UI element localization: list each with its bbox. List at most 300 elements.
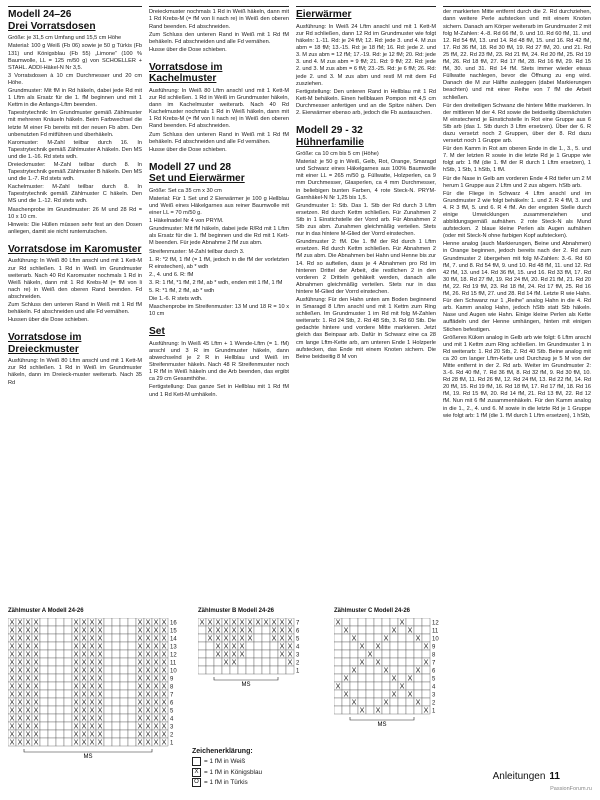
chart-stitch: X — [97, 649, 103, 659]
row-number: 6 — [296, 628, 300, 635]
body-paragraph: Henne analog (auch Markierungen, Beine und Abnahmen) in Orange beginnen, jedoch bereits nach der 2. Rd zum Grundmuster 2 übergehen mit folg M-Zahlen: 3.-6. Rd 60 fM, 7. und 8. Rd 54 fM, 9. und 10. Rd 48 fM, 11. und 12. Rd 42 fM, 13. und 14. Rd 36 fM, 15. und 16. Rd 33 fM, 17. Rd 30 fM, 18. Rd 27 fM, 19. Rd 24 fM, 20. Rd 21 fM, 21. Rd 20 fM, 22. Rd 19 fM, 23. Rd 18 fM, 24. Rd 17 fM, 25. Rd 16 fM, 26. Rd 15 fM, 27. und 28. Rd 14 fM. Letzte R wie Hahn. Für den Schwanz nur 1 „Reihe“ analog Hahn in die 4. Rd arb. Kamm analog Hahn, jedoch hStb statt Stb häkeln. Nase und Augen wie Hahn. Einige kleine Perlen als Kette auffädeln und der Henne umhängen, hinten mit einigen Stichen befestigen. — [443, 241, 591, 333]
chart-cell — [40, 730, 48, 738]
chart-stitch: X — [81, 697, 87, 707]
chart-cell — [374, 674, 382, 682]
ms-label: MS — [377, 722, 387, 728]
chart-stitch: X — [25, 673, 31, 683]
row-number: 5 — [432, 676, 436, 683]
chart-stitch: X — [89, 681, 95, 691]
chart-cell — [64, 738, 72, 746]
chart-stitch: X — [161, 633, 167, 643]
chart-stitch: X — [97, 721, 103, 731]
chart-cell — [48, 666, 56, 674]
chart-cell — [358, 682, 366, 690]
chart-stitch: X — [279, 625, 285, 635]
body-paragraph: Fertigstellung: Das ganze Set in Hellblau mit 1 Rd fM und 1 Rd Kett-M umhäkeln. — [149, 384, 289, 398]
chart-stitch: X — [97, 641, 103, 651]
chart-stitch: X — [161, 729, 167, 739]
chart-cell — [48, 730, 56, 738]
chart-stitch: X — [17, 625, 23, 635]
row-number: 7 — [296, 620, 300, 627]
chart-stitch: X — [231, 649, 237, 659]
legend-text: = 1 fM in Königsblau — [204, 768, 263, 776]
chart-stitch: X — [161, 713, 167, 723]
chart-cell — [56, 714, 64, 722]
chart-cell — [222, 666, 230, 674]
chart-cell — [262, 658, 270, 666]
chart-stitch: X — [25, 681, 31, 691]
section-title: Drei Vorratsdosen — [8, 20, 96, 32]
chart-cell — [206, 658, 214, 666]
chart-cell — [128, 618, 136, 626]
chart-stitch: X — [145, 713, 151, 723]
chart-stitch: X — [161, 665, 167, 675]
chart-stitch: X — [33, 705, 39, 715]
chart-cell — [262, 634, 270, 642]
chart-stitch: X — [375, 705, 381, 715]
chart-stitch: X — [287, 625, 293, 635]
chart-stitch: X — [17, 618, 23, 627]
body-paragraph: Zum Schluss den unteren Rand in Weiß mit 1 Rd fM behäkeln. Fd abschneiden und alle Fd vernähen. — [8, 301, 142, 316]
chart-cell — [262, 650, 270, 658]
chart-stitch: X — [231, 657, 237, 667]
chart-cell — [374, 618, 382, 626]
chart-cell — [56, 634, 64, 642]
chart-cell — [40, 698, 48, 706]
chart-stitch: X — [231, 633, 237, 643]
chart-stitch: X — [239, 625, 245, 635]
chart-stitch: X — [89, 729, 95, 739]
ms-bracket — [350, 717, 414, 720]
chart-stitch: X — [81, 618, 87, 627]
chart-stitch: X — [25, 697, 31, 707]
chart-cell — [398, 626, 406, 634]
chart-cell — [398, 658, 406, 666]
chart-cell — [334, 650, 342, 658]
row-number: 8 — [170, 684, 174, 691]
chart-stitch: X — [81, 737, 87, 747]
ms-label: MS — [83, 754, 93, 760]
chart-stitch: X — [223, 649, 229, 659]
chart-stitch: X — [33, 689, 39, 699]
chart-stitch: X — [33, 665, 39, 675]
chart-cell — [206, 650, 214, 658]
chart-cell — [334, 634, 342, 642]
chart-cell — [104, 626, 112, 634]
chart-cell — [238, 666, 246, 674]
chart-stitch: X — [161, 641, 167, 651]
chart-stitch: X — [423, 657, 429, 667]
chart-cell — [48, 634, 56, 642]
row-number: 7 — [432, 660, 436, 667]
ms-label: MS — [241, 682, 251, 688]
chart-stitch: X — [17, 681, 23, 691]
chart-cell — [214, 658, 222, 666]
chart-cell — [286, 666, 294, 674]
chart-stitch: X — [9, 713, 15, 723]
body-paragraph: Ausführung: In Weiß 24 Lftm anschl und mit 1 Kett-M zur Rd schließen, dann 12 Rd im Grundmuster wie folgt häkeln: 1.-11. Rd: je 24 fM; 12. Rd: jede 3. und 4. M zus abm = 18 fM; 13.-15. Rd: je 18 fM; 16. Rd: jede 2. und 3. M zus abm = 12 fM; 17.-19. Rd: je 12 fM; 20. Rd: jede 3. und 4. M zus abm = 9 fM; 21. Rd: 9 fM; 22. Rd: jede 2. und 3. M zus abm = 6 fM; 23.-25. Rd: je 6 fM; 26. Rd: jede 2. und 3. M zus abm und restl M mit dem Fd zusziehen. — [296, 23, 436, 87]
chart-cell — [128, 714, 136, 722]
chart-cell — [120, 706, 128, 714]
chart-stitch: X — [153, 681, 159, 691]
chart-cell — [64, 674, 72, 682]
chart-stitch: X — [287, 633, 293, 643]
chart-stitch: X — [391, 689, 397, 699]
body-paragraph: 1 Häkelnadel Nr 4 von PRYM. — [149, 218, 224, 225]
ms-bracket — [24, 749, 152, 752]
chart-cell — [56, 618, 64, 626]
chart-stitch: X — [33, 657, 39, 667]
chart-stitch: X — [161, 657, 167, 667]
body-paragraph: Hinweis: Die Hüllen müssen sehr fest an den Dosen anliegen, damit sie nicht runterrutschen. — [8, 221, 142, 235]
chart-cell — [120, 658, 128, 666]
row-number: 4 — [296, 644, 300, 651]
chart-cell — [390, 698, 398, 706]
chart-cell — [120, 722, 128, 730]
chart-cell — [254, 626, 262, 634]
chart-stitch: X — [73, 657, 79, 667]
body-paragraph: Die 1.-6. R stets wdh. — [149, 296, 203, 303]
chart-cell — [112, 682, 120, 690]
chart-cell — [406, 698, 414, 706]
chart-cell — [342, 706, 350, 714]
body-paragraph: Streifenmuster: M-Zahl teilbar durch 3. — [149, 248, 245, 255]
row-number: 6 — [432, 668, 436, 675]
row-number: 4 — [432, 684, 436, 691]
chart-stitch: X — [33, 649, 39, 659]
chart-cell — [198, 626, 206, 634]
chart-cell — [382, 642, 390, 650]
chart-cell — [104, 730, 112, 738]
chart-stitch: X — [25, 657, 31, 667]
section-title: Set — [149, 326, 165, 338]
chart-cell — [398, 690, 406, 698]
chart-cell — [406, 658, 414, 666]
section-title: Vorratsdose im Kachelmuster — [149, 61, 223, 85]
chart-stitch: X — [9, 673, 15, 683]
chart-stitch: X — [137, 673, 143, 683]
chart-cell — [40, 722, 48, 730]
row-number: 11 — [170, 660, 177, 667]
chart-stitch: X — [279, 641, 285, 651]
chart-cell — [64, 634, 72, 642]
chart-cell — [398, 634, 406, 642]
chart-stitch: X — [89, 705, 95, 715]
chart-cell — [64, 650, 72, 658]
chart-stitch: X — [97, 673, 103, 683]
chart-cell — [254, 666, 262, 674]
chart-stitch: X — [153, 729, 159, 739]
chart-stitch: X — [239, 618, 245, 627]
chart-stitch: X — [89, 689, 95, 699]
body-paragraph: Grundmuster 2: fM. Die 1. fM der Rd durch 1 Lftm ersetzen. Rd durch Kettm schließen. Für Abnahmen 2 fM zus abm. Die Abnahmen bei Hahn und Henne bis zur 14. Rd so aufteilen, dass je 4 Abnahmen pro Rd im hinteren Drittel der Arbeit, die restlichen 2 in den vorderen 2 Dritteln gehäkelt werden, danach alle Abnahmen gleichmäßig verteilen. Stets nur in das hintere M-Glied der Vorrd einstechen. — [296, 239, 436, 295]
row-number: 3 — [170, 724, 174, 731]
row-number: 12 — [170, 652, 177, 659]
chart-c-grid — [334, 618, 444, 746]
chart-stitch: X — [145, 641, 151, 651]
chart-stitch: X — [89, 657, 95, 667]
chart-stitch: X — [137, 633, 143, 643]
chart-stitch: X — [161, 625, 167, 635]
row-number: 5 — [170, 708, 174, 715]
chart-stitch: X — [279, 633, 285, 643]
chart-stitch: X — [367, 649, 373, 659]
chart-stitch: X — [97, 633, 103, 643]
chart-stitch: X — [81, 649, 87, 659]
chart-cell — [64, 642, 72, 650]
chart-stitch: X — [287, 649, 293, 659]
chart-stitch: X — [9, 633, 15, 643]
column-rule — [296, 6, 436, 7]
chart-stitch: X — [145, 625, 151, 635]
chart-cell — [104, 722, 112, 730]
chart-stitch: X — [415, 665, 421, 675]
legend-text: = 1 fM in Türkis — [204, 779, 248, 786]
chart-cell — [414, 650, 422, 658]
body-paragraph: Fertigstellung: Den unteren Rand in Hellblau mit 1 Rd Kett-M behäkeln. Einen hellblauen Pompon mit 4,5 cm Durchmesser anfertigen und an die Spitze nähen. Den 2. Eierwärmer ebenso arb, jedoch die Fb austauschen. — [296, 88, 436, 117]
chart-stitch: X — [17, 665, 23, 675]
chart-cell — [64, 666, 72, 674]
chart-stitch: X — [81, 673, 87, 683]
chart-stitch: X — [351, 633, 357, 643]
chart-cell — [40, 682, 48, 690]
chart-cell — [104, 666, 112, 674]
chart-stitch: X — [279, 618, 285, 627]
chart-cell — [390, 658, 398, 666]
chart-cell — [406, 650, 414, 658]
chart-stitch: X — [215, 649, 221, 659]
chart-cell — [382, 650, 390, 658]
chart-stitch: X — [73, 689, 79, 699]
row-number: 6 — [170, 700, 174, 707]
text-column-4 — [443, 6, 591, 421]
chart-stitch: X — [81, 633, 87, 643]
chart-stitch: X — [9, 737, 15, 747]
chart-stitch: X — [17, 649, 23, 659]
chart-stitch: X — [423, 705, 429, 715]
row-number: 16 — [170, 620, 177, 627]
chart-stitch: X — [25, 713, 31, 723]
chart-stitch: X — [137, 689, 143, 699]
legend-symbol: X — [192, 768, 201, 777]
body-paragraph: Für die Fliege in Schwarz 4 Lftm anschl und im Grundmuster 2 wie folgt behäkeln: 1. und 2. R 4 fM, 3. und 4. R 3 fM, 5. und 6. R 4 fM. An der engsten Stelle durch einige Umwicklungen zusammenziehen und abbildungsgemäß aufnähen. 2 rote Steck-N als Mund aufstecken. 2 blaue kleine Perlen als Augen aufnähen (oder mit Steck-N ohne farbigen Kopf aufstecken). — [443, 190, 591, 240]
chart-cell — [120, 650, 128, 658]
column-rule — [149, 6, 289, 7]
chart-stitch: X — [271, 625, 277, 635]
chart-stitch: X — [145, 618, 151, 627]
chart-cell — [48, 714, 56, 722]
chart-cell — [334, 626, 342, 634]
chart-stitch: X — [33, 729, 39, 739]
chart-cell — [414, 618, 422, 626]
chart-stitch: X — [33, 737, 39, 747]
chart-cell — [104, 634, 112, 642]
chart-stitch: X — [17, 697, 23, 707]
chart-stitch: X — [223, 641, 229, 651]
chart-stitch: X — [33, 713, 39, 723]
chart-cell — [40, 714, 48, 722]
chart-stitch: X — [9, 705, 15, 715]
chart-stitch: X — [9, 649, 15, 659]
chart-stitch: X — [17, 705, 23, 715]
chart-stitch: X — [335, 681, 341, 691]
chart-stitch: X — [17, 657, 23, 667]
chart-stitch: X — [25, 633, 31, 643]
chart-cell — [40, 642, 48, 650]
chart-cell — [422, 690, 430, 698]
row-number: 15 — [170, 628, 177, 635]
chart-cell — [120, 666, 128, 674]
chart-stitch: X — [25, 665, 31, 675]
chart-stitch: X — [9, 641, 15, 651]
chart-stitch: X — [207, 618, 213, 627]
chart-cell — [112, 658, 120, 666]
column-rule — [8, 6, 142, 7]
body-paragraph: Größe: je 31,5 cm Umfang und 15,5 cm Höhe — [8, 35, 122, 42]
chart-stitch: X — [153, 618, 159, 627]
chart-stitch: X — [97, 618, 103, 627]
chart-stitch: X — [97, 689, 103, 699]
chart-stitch: X — [137, 737, 143, 747]
chart-stitch: X — [383, 633, 389, 643]
chart-stitch: X — [137, 729, 143, 739]
chart-stitch: X — [223, 625, 229, 635]
chart-cell — [422, 618, 430, 626]
chart-cell — [128, 722, 136, 730]
chart-cell — [382, 706, 390, 714]
chart-cell — [40, 650, 48, 658]
chart-stitch: X — [73, 737, 79, 747]
chart-stitch: X — [81, 681, 87, 691]
chart-cell — [48, 698, 56, 706]
chart-stitch: X — [81, 729, 87, 739]
chart-cell — [262, 642, 270, 650]
row-number: 11 — [432, 628, 439, 635]
chart-cell — [214, 666, 222, 674]
chart-cell — [56, 730, 64, 738]
row-number: 7 — [170, 692, 174, 699]
chart-stitch: X — [81, 665, 87, 675]
chart-cell — [128, 634, 136, 642]
chart-stitch: X — [153, 633, 159, 643]
chart-stitch: X — [415, 697, 421, 707]
body-paragraph: Ausführung: In Weiß 80 Lftm anschl und mit 1 Kett-M zur Rd schließen. 1 Rd in Weiß im Grundmuster häkeln, dann im Dreieck-muster weiterarb. Nach 35 Rd — [8, 358, 142, 386]
section-heading: Modell 27 und 28 — [149, 161, 232, 173]
chart-stitch: X — [97, 705, 103, 715]
chart-stitch: X — [407, 625, 413, 635]
chart-cell — [40, 618, 48, 626]
chart-cell — [334, 642, 342, 650]
chart-cell — [112, 650, 120, 658]
chart-cell — [120, 714, 128, 722]
chart-stitch: X — [17, 713, 23, 723]
chart-b-title: Zählmuster B Modell 24-26 — [198, 608, 275, 614]
chart-stitch: X — [247, 625, 253, 635]
body-paragraph: Größeres Küken analog in Gelb arb wie folgt: 6 Lftm anschl und mit 1 Kettm zum Ring schließen. Im Grundmuster 1 in Rd weiterarb: 1. Rd 20 Stb, 2. Rd 40 Stb. Beine analog mit ca 20 cm langer Lftm-Kette und Durchzug je 5 M von der Mitte entfernt in der 2. Rd arb. Weiter im Grundmuster 2: 3.-6. Rd 40 fM, 7. Rd 36 fM, 8. Rd 32 fM, 9. Rd 30 fM, 10. Rd 28 fM, 11. Rd 26 fM, 12. Rd 24 fM, 13. Rd 22 fM, 14. Rd 20 fM, 15. Rd 19 fM, 16. Rd 18 fM, 17. Rd 17 fM, 18. Rd 16 fM, 19. Rd 15 fM, 20. Rd 14 fM, 21. Rd 13 fM, 22. Rd 12 fM. Nun mit 6 fM zusammenhäkeln. Für den Kamm analog in die 1., 2., 4. und 6. M sowie in die letzte Rd je 1 Gruppe wie folgt arb: 1 fM (die 1. fM durch 1 Lftm ersetzen), 1 hStb, — [443, 334, 591, 419]
spacer — [149, 319, 289, 326]
chart-cell — [342, 650, 350, 658]
chart-cell — [406, 706, 414, 714]
chart-cell — [382, 618, 390, 626]
chart-cell — [112, 706, 120, 714]
chart-cell — [334, 666, 342, 674]
chart-cell — [246, 642, 254, 650]
chart-stitch: X — [89, 633, 95, 643]
chart-cell — [40, 706, 48, 714]
chart-cell — [366, 666, 374, 674]
chart-cell — [350, 642, 358, 650]
chart-cell — [398, 698, 406, 706]
chart-cell — [398, 650, 406, 658]
chart-cell — [278, 666, 286, 674]
chart-cell — [40, 738, 48, 746]
chart-cell — [120, 642, 128, 650]
chart-stitch: X — [17, 673, 23, 683]
chart-stitch: X — [89, 641, 95, 651]
chart-stitch: X — [359, 641, 365, 651]
chart-stitch: X — [351, 665, 357, 675]
chart-stitch: X — [17, 721, 23, 731]
chart-cell — [238, 658, 246, 666]
chart-stitch: X — [145, 673, 151, 683]
chart-cell — [104, 706, 112, 714]
chart-stitch: X — [153, 673, 159, 683]
chart-stitch: X — [343, 689, 349, 699]
chart-cell — [350, 674, 358, 682]
chart-stitch: X — [33, 618, 39, 627]
body-paragraph: Für den dreiteiligen Schwanz die hintere Mitte markieren. In der mittleren M der 4. Rd sowie die beidseitig übernächsten M einstechend je Einstichstelle in Rot eine Gruppe aus 6 Stb arb (das 1. Stb durch 3 Lftm ersetzen). Über der 6. R dazu versetzt noch 2 Gruppen, über der 8. Rd dazu versetzt noch 1 Gruppe arb. — [443, 102, 591, 145]
body-paragraph: Größe: Set ca 35 cm x 30 cm — [149, 187, 222, 194]
chart-cell — [40, 626, 48, 634]
chart-cell — [390, 642, 398, 650]
chart-cell — [422, 682, 430, 690]
chart-cell — [390, 650, 398, 658]
chart-cell — [64, 690, 72, 698]
chart-stitch: X — [73, 633, 79, 643]
chart-stitch: X — [207, 625, 213, 635]
chart-cell — [40, 666, 48, 674]
legend — [192, 748, 262, 789]
chart-stitch: X — [97, 681, 103, 691]
chart-cell — [40, 658, 48, 666]
chart-stitch: X — [73, 729, 79, 739]
chart-stitch: X — [279, 649, 285, 659]
legend-item — [192, 757, 262, 766]
body-paragraph: Karomuster: M-Zahl teilbar durch 16. In Tapestrytechnik gemäß Zählmuster A häkeln. Den MS und die 1.-16. Rd stets wdh. — [8, 139, 142, 160]
chart-stitch: X — [161, 697, 167, 707]
row-number: 13 — [170, 644, 177, 651]
chart-stitch: X — [81, 705, 87, 715]
page-footer — [493, 771, 560, 782]
row-number: 5 — [296, 636, 300, 643]
chart-cell — [48, 658, 56, 666]
chart-stitch: X — [89, 713, 95, 723]
row-number: 1 — [170, 740, 174, 747]
chart-stitch: X — [137, 625, 143, 635]
chart-cell — [198, 658, 206, 666]
text-column-1 — [8, 6, 142, 388]
row-number: 14 — [170, 636, 177, 643]
chart-stitch: X — [73, 721, 79, 731]
chart-cell — [112, 618, 120, 626]
chart-stitch: X — [161, 673, 167, 683]
chart-cell — [270, 650, 278, 658]
chart-stitch: X — [89, 665, 95, 675]
body-paragraph: Grundmuster 1: Stb. Das 1. Stb der Rd durch 3 Lftm ersetzen. Rd durch Kettm schließen. Für Zunahmen 2 Stb in 1 Einstichstelle der Vorrd arb. Für Abnahmen 2 Stb zus abm. Zunahmen gleichmäßig verteilen. Stets nur in das hintere M-Glied der Vorrd einstechen. — [296, 202, 436, 238]
chart-cell — [112, 674, 120, 682]
chart-stitch: X — [81, 721, 87, 731]
row-number: 10 — [170, 668, 177, 675]
